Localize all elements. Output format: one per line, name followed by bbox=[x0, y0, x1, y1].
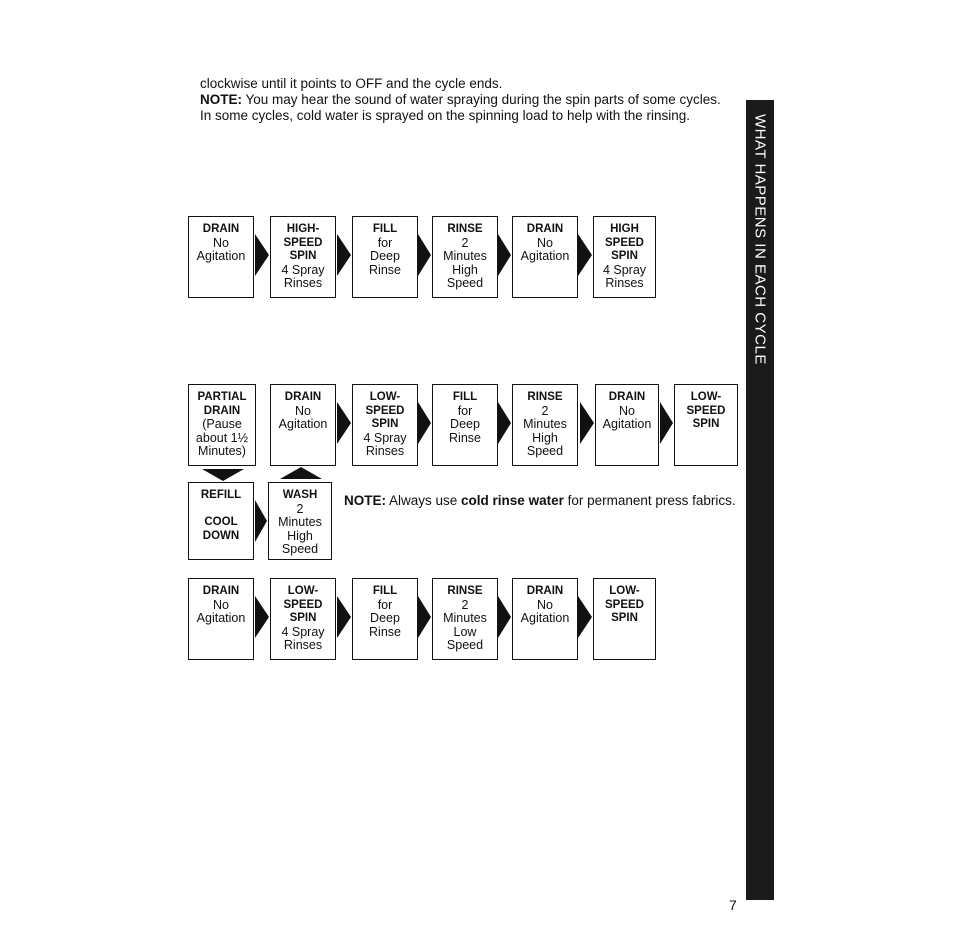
arrow-right-icon bbox=[578, 234, 592, 276]
step-line: Deep bbox=[370, 249, 400, 263]
step-line: Rinses bbox=[283, 638, 323, 652]
step-line: REFILL bbox=[200, 489, 242, 501]
step-line: Rinses bbox=[283, 276, 323, 290]
step-box bbox=[188, 578, 254, 660]
arrow-right-icon bbox=[580, 402, 594, 444]
step-line: Minutes bbox=[278, 515, 322, 529]
step-line: DRAIN bbox=[526, 585, 564, 597]
step-line: SPEED bbox=[686, 404, 726, 417]
step-line: LOW- bbox=[609, 585, 640, 597]
step-line: SPEED bbox=[365, 404, 405, 417]
step-line: Agitation bbox=[196, 611, 246, 625]
step-line: Minutes bbox=[443, 611, 487, 625]
note-body: You may hear the sound of water spraying during the spin parts of some cycles. In some cycles, cold water is sprayed on the spinning load to help with the rinsing. bbox=[200, 92, 721, 123]
step-line: Minutes) bbox=[198, 444, 246, 458]
step-box bbox=[188, 384, 256, 466]
step-line: Agitation bbox=[520, 249, 570, 263]
step-line: HIGH- bbox=[286, 223, 320, 235]
step-line: Rinses bbox=[605, 276, 644, 290]
step-line: DRAIN bbox=[202, 223, 240, 235]
step-line: PARTIAL bbox=[197, 391, 247, 403]
step-line: LOW- bbox=[690, 391, 722, 403]
step-line: about 1½ bbox=[195, 430, 249, 445]
arrow-right-icon bbox=[418, 402, 431, 444]
step-line: FILL bbox=[452, 391, 478, 403]
step-line: Speed bbox=[446, 276, 484, 290]
step-line: 2 bbox=[461, 235, 469, 250]
step-line: Minutes bbox=[443, 249, 487, 263]
step-line: DOWN bbox=[202, 529, 240, 542]
arrow-up-icon bbox=[280, 467, 322, 481]
step-box bbox=[595, 384, 659, 466]
step-line: SPEED bbox=[605, 598, 644, 611]
step-line: COOL bbox=[204, 516, 238, 528]
step-line: 2 bbox=[296, 501, 304, 516]
arrow-right-icon bbox=[660, 402, 673, 444]
step-line: RINSE bbox=[447, 585, 483, 597]
cold-rinse-note bbox=[344, 493, 736, 509]
step-line bbox=[189, 503, 253, 517]
step-box bbox=[512, 384, 578, 466]
arrow-right-icon bbox=[498, 596, 511, 638]
page-number: 7 bbox=[729, 897, 737, 913]
arrow-right-icon bbox=[337, 402, 351, 444]
step-line: Deep bbox=[450, 417, 480, 431]
step-line: 4 Spray bbox=[281, 262, 325, 277]
step-line: FILL bbox=[372, 223, 398, 235]
arrow-right-icon bbox=[255, 500, 267, 542]
note2-pre: Always use bbox=[386, 493, 462, 508]
step-line: 4 Spray bbox=[602, 262, 647, 277]
note2-post: for permanent press fabrics. bbox=[563, 493, 736, 508]
step-line: SPIN bbox=[611, 612, 638, 624]
step-box bbox=[352, 384, 418, 466]
intro-line: clockwise until it points to OFF and the cycle ends. bbox=[200, 76, 503, 91]
step-line: Rinse bbox=[369, 624, 401, 639]
arrow-right-icon bbox=[578, 596, 592, 638]
step-line: Rinses bbox=[365, 444, 405, 458]
step-line: Speed bbox=[446, 638, 484, 652]
step-box bbox=[432, 578, 498, 660]
step-line: for bbox=[377, 235, 393, 250]
step-line: DRAIN bbox=[202, 585, 240, 597]
step-line: DRAIN bbox=[203, 404, 241, 417]
step-line: SPIN bbox=[692, 418, 720, 430]
step-line: LOW- bbox=[287, 585, 319, 597]
step-box bbox=[268, 482, 332, 560]
step-line: High bbox=[532, 430, 558, 445]
step-box bbox=[593, 578, 656, 660]
step-line: SPEED bbox=[283, 236, 323, 249]
arrow-right-icon bbox=[255, 596, 269, 638]
step-line: SPIN bbox=[611, 250, 638, 262]
step-line: Agitation bbox=[196, 249, 246, 263]
step-box bbox=[352, 578, 418, 660]
step-line: Minutes bbox=[523, 417, 567, 431]
step-line: WASH bbox=[282, 489, 318, 501]
step-line: Low bbox=[453, 624, 477, 639]
intro-text bbox=[200, 76, 730, 124]
step-box bbox=[352, 216, 418, 298]
step-box bbox=[512, 578, 578, 660]
step-line: for bbox=[377, 597, 393, 612]
intro-note bbox=[200, 92, 730, 124]
step-line: DRAIN bbox=[608, 391, 646, 403]
step-line: Rinse bbox=[369, 262, 401, 277]
step-box bbox=[270, 578, 336, 660]
step-line: SPIN bbox=[289, 250, 317, 262]
step-line: SPIN bbox=[371, 418, 399, 430]
step-line: 2 bbox=[541, 403, 549, 418]
step-box bbox=[188, 216, 254, 298]
step-line: No bbox=[213, 597, 229, 612]
note2-label: NOTE: bbox=[344, 493, 386, 508]
note-label: NOTE: bbox=[200, 92, 242, 107]
step-line: RINSE bbox=[527, 391, 563, 403]
arrow-right-icon bbox=[418, 596, 431, 638]
step-line: Deep bbox=[370, 611, 400, 625]
step-line: Speed bbox=[526, 444, 564, 458]
step-line: Agitation bbox=[278, 417, 328, 431]
arrow-right-icon bbox=[498, 234, 511, 276]
arrow-right-icon bbox=[255, 234, 269, 276]
step-line: DRAIN bbox=[526, 223, 564, 235]
step-line: 4 Spray bbox=[281, 624, 325, 639]
step-line: No bbox=[295, 403, 311, 418]
note2-bold: cold rinse water bbox=[461, 493, 564, 508]
step-line: Agitation bbox=[602, 417, 652, 431]
step-line: No bbox=[619, 403, 635, 418]
step-line: LOW- bbox=[369, 391, 401, 403]
step-box bbox=[188, 482, 254, 560]
step-box bbox=[270, 384, 336, 466]
step-line: SPIN bbox=[289, 612, 317, 624]
arrow-down-icon bbox=[202, 467, 244, 481]
arrow-right-icon bbox=[418, 234, 431, 276]
step-line: (Pause bbox=[202, 417, 242, 431]
step-line: Agitation bbox=[520, 611, 570, 625]
step-box bbox=[270, 216, 336, 298]
arrow-right-icon bbox=[337, 234, 351, 276]
step-line: High bbox=[287, 528, 313, 543]
step-box bbox=[432, 216, 498, 298]
step-line: 4 Spray bbox=[363, 430, 407, 445]
step-line: for bbox=[457, 403, 473, 418]
step-line: Speed bbox=[281, 542, 319, 556]
step-line: No bbox=[537, 235, 553, 250]
step-line: 2 bbox=[461, 597, 469, 612]
step-box bbox=[432, 384, 498, 466]
section-tab-title: WHAT HAPPENS IN EACH CYCLE bbox=[751, 114, 769, 365]
step-line: HIGH bbox=[610, 223, 639, 235]
section-tab bbox=[746, 100, 774, 900]
step-line: SPEED bbox=[283, 598, 323, 611]
step-line: RINSE bbox=[447, 223, 483, 235]
step-line: Rinse bbox=[449, 430, 481, 445]
step-box bbox=[512, 216, 578, 298]
step-line: No bbox=[537, 597, 553, 612]
step-line: DRAIN bbox=[284, 391, 322, 403]
arrow-right-icon bbox=[498, 402, 511, 444]
arrow-right-icon bbox=[337, 596, 351, 638]
step-box bbox=[674, 384, 738, 466]
step-line: FILL bbox=[372, 585, 398, 597]
step-line: High bbox=[452, 262, 478, 277]
step-box bbox=[593, 216, 656, 298]
step-line: SPEED bbox=[605, 236, 644, 249]
step-line: No bbox=[213, 235, 229, 250]
